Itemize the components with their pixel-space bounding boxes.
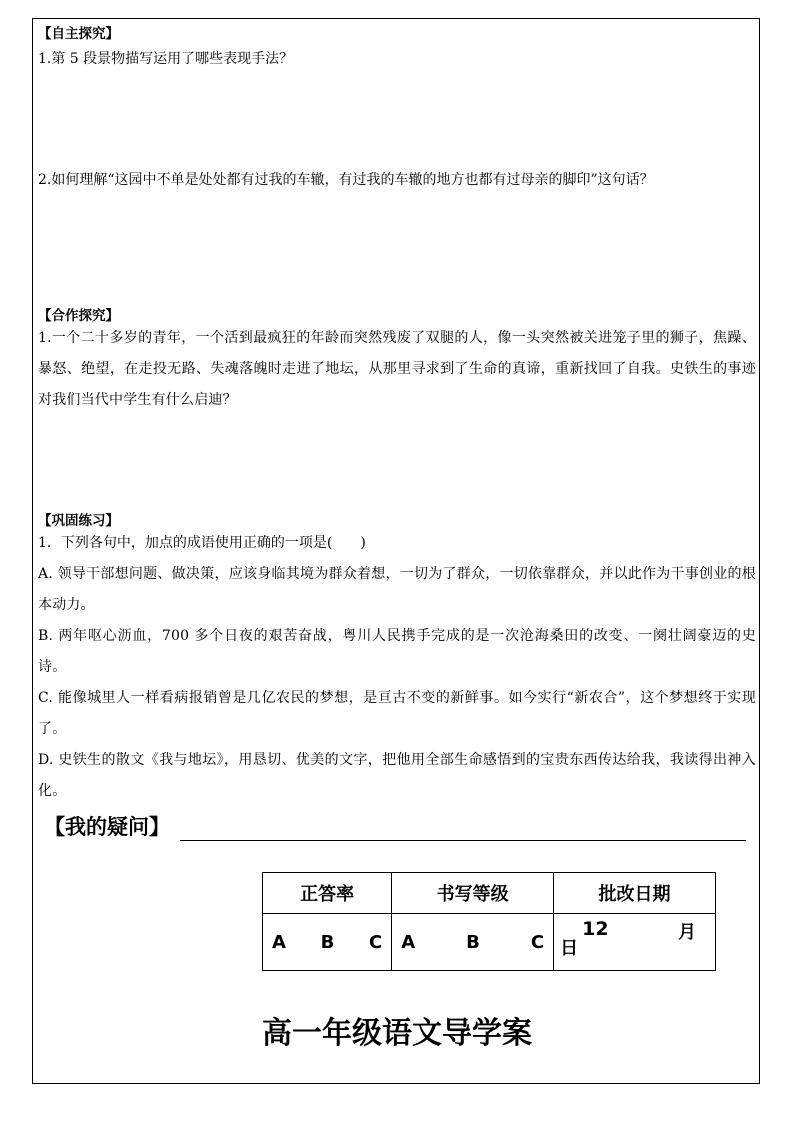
- grade-a: A: [272, 931, 286, 953]
- option-d: D. 史铁生的散文《我与地坛》，用恳切、优美的文字，把他用全部生命感悟到的宝贵东西传达给我，我读得出神入化。: [38, 752, 756, 799]
- header-accuracy: 正答率: [263, 873, 392, 914]
- header-correction-date: 批改日期: [554, 873, 716, 914]
- answer-line: [180, 840, 746, 841]
- grade-b: B: [466, 931, 480, 953]
- section-heading-cooperative-study: 【合作探究】: [38, 308, 119, 324]
- question-text: 1.第 5 段景物描写运用了哪些表现手法？: [38, 51, 294, 67]
- document-title: 高一年级语文导学案: [262, 1016, 532, 1051]
- day-char: 日: [560, 938, 579, 959]
- option-b: B. 两年呕心沥血，700 多个日夜的艰苦奋战，粤川人民携手完成的是一次沧海桑田的改变、一阕壮阔豪迈的史诗。: [38, 628, 756, 675]
- header-writing-grade: 书写等级: [392, 873, 554, 914]
- date-month-number: 12: [582, 918, 609, 940]
- grade-a: A: [401, 931, 416, 953]
- grade-b: B: [320, 931, 335, 953]
- accuracy-grades-cell[interactable]: [263, 914, 392, 971]
- option-c: C. 能像城里人一样看病报销曾是几亿农民的梦想，是亘古不变的新鲜事。如今实行“新农合”，这个梦想终于实现了。: [38, 690, 756, 737]
- question-text: 2.如何理解“这园中不单是处处都有过我的车辙，有过我的车辙的地方也都有过母亲的脚印”这句话？: [38, 172, 654, 188]
- month-char: 月: [678, 922, 697, 943]
- section-heading-self-study: 【自主探究】: [38, 26, 119, 42]
- grade-table: [262, 872, 716, 971]
- grade-c: C: [530, 931, 545, 953]
- option-a: A. 领导干部想问题、做决策，应该身临其境为群众着想，一切为了群众，一切依靠群众，并以此作为干事创业的根本动力。: [38, 566, 756, 613]
- my-question-label: 【我的疑问】: [44, 815, 170, 839]
- writing-grades-cell[interactable]: [392, 914, 554, 971]
- question-text: 1．下列各句中，加点的成语使用正确的一项是( ): [38, 535, 366, 551]
- date-cell[interactable]: [554, 914, 716, 971]
- grade-c: C: [369, 931, 383, 953]
- question-paragraph: 1.一个二十多岁的青年，一个活到最疯狂的年龄而突然残废了双腿的人，像一头突然被关进笼子里的狮子，焦躁、暴怒、绝望，在走投无路、失魂落魄时走进了地坛，从那里寻求到了生命的真谛，重新找回了自我。史铁生的事迹对我们当代中学生有什么启迪？: [38, 330, 756, 408]
- section-heading-practice: 【巩固练习】: [38, 513, 119, 529]
